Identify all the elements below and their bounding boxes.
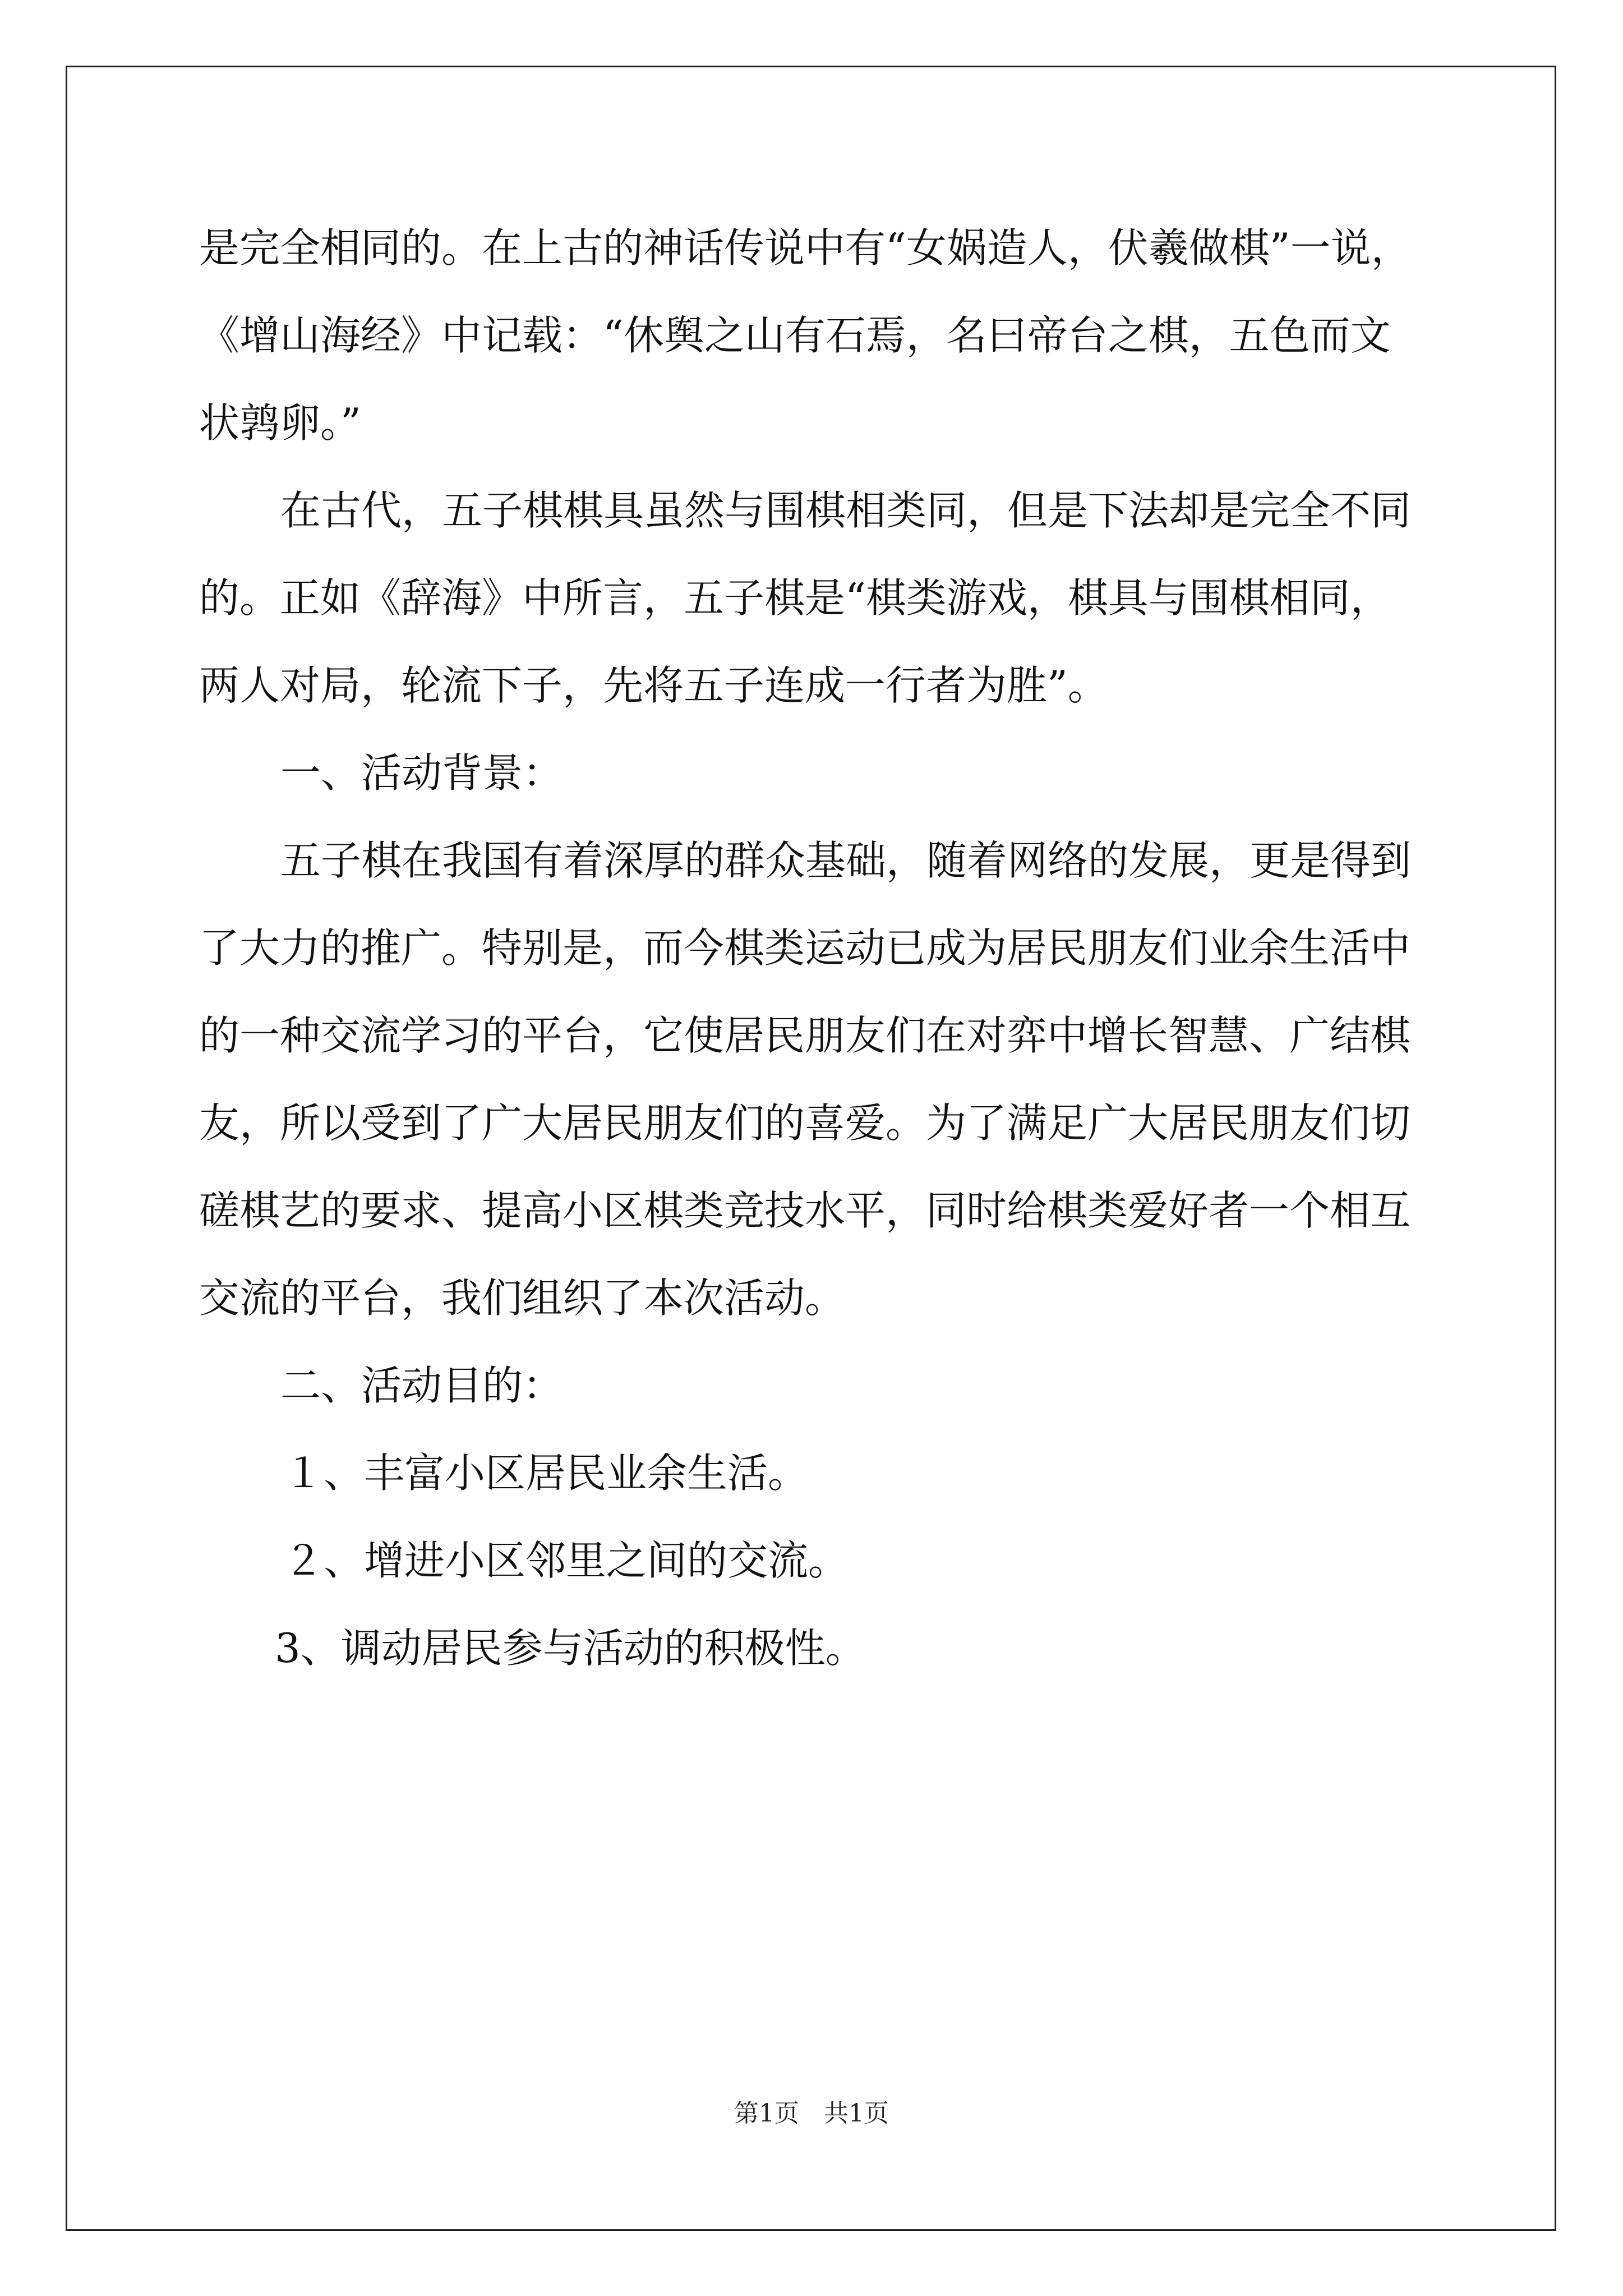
paragraph-line: 在古代，五子棋棋具虽然与围棋相类同，但是下法却是完全不同 — [280, 487, 1412, 534]
paragraph-line: 的一种交流学习的平台，它使居民朋友们在对弈中增长智慧、广结棋 — [199, 1012, 1411, 1059]
paragraph-line: 交流的平台，我们组织了本次活动。 — [199, 1274, 846, 1322]
paragraph-line: 两人对局，轮流下子，先将五子连成一行者为胜”。 — [199, 662, 1108, 709]
paragraph-line: 《增山海经》中记载：“休舆之山有石焉，名曰帝台之棋，五色而文 — [199, 312, 1391, 359]
paragraph-line: 了大力的推广。特别是，而今棋类运动已成为居民朋友们业余生活中 — [199, 924, 1411, 972]
list-item: 3、调动居民参与活动的积极性。 — [275, 1625, 866, 1672]
section-heading: 一、活动背景： — [280, 749, 564, 797]
paragraph-line: 友，所以受到了广大居民朋友们的喜爱。为了满足广大居民朋友们切 — [199, 1099, 1411, 1147]
document-body — [199, 204, 1438, 1692]
section-heading: 二、活动目的： — [280, 1362, 564, 1409]
list-item: ２、增进小区邻里之间的交流。 — [283, 1537, 849, 1584]
paragraph-line: 是完全相同的。在上古的神话传说中有“女娲造人，伏羲做棋”一说， — [199, 224, 1412, 272]
paragraph-line: 状鹑卵。” — [199, 399, 361, 447]
paragraph-line: 五子棋在我国有着深厚的群众基础，随着网络的发展，更是得到 — [280, 837, 1412, 884]
paragraph-line: 磋棋艺的要求、提高小区棋类竞技水平，同时给棋类爱好者一个相互 — [199, 1187, 1411, 1234]
page-number-footer: 第1页 共1页 — [734, 2099, 889, 2128]
list-item: １、丰富小区居民业余生活。 — [283, 1450, 809, 1497]
paragraph-line: 的。正如《辞海》中所言，五子棋是“棋类游戏，棋具与围棋相同， — [199, 574, 1391, 622]
